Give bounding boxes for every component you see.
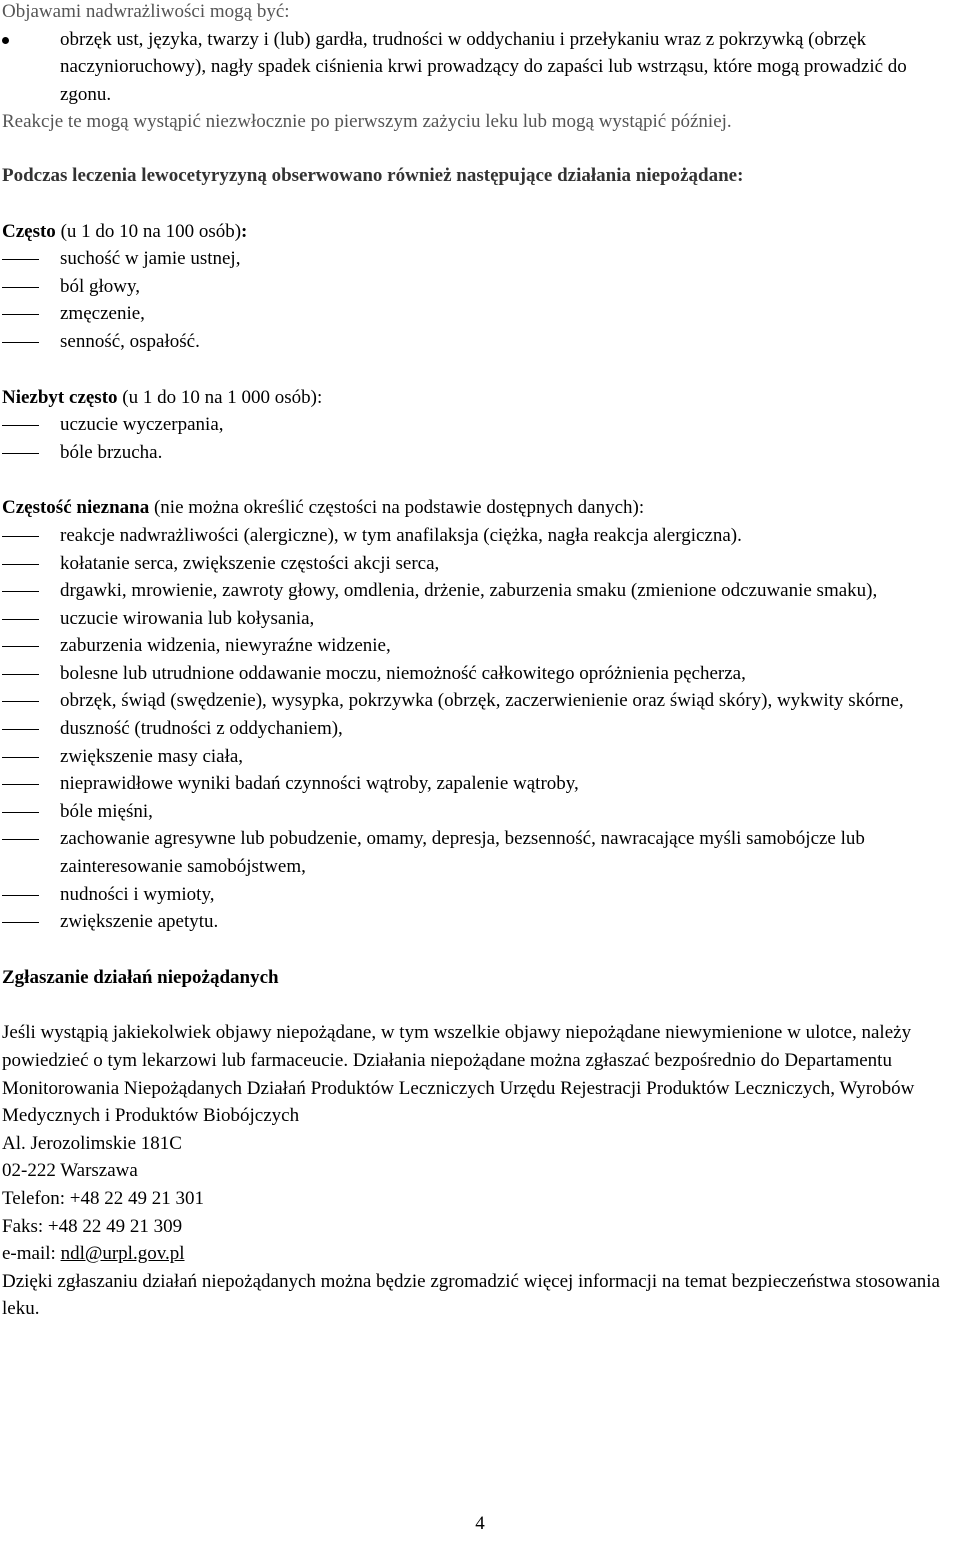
list-item: obrzęk, świąd (swędzenie), wysypka, pokrzywka (obrzęk, zaczerwienienie oraz świąd skóry), wykwity skórne,	[2, 687, 958, 715]
list-item: duszność (trudności z oddychaniem),	[2, 715, 958, 743]
common-list	[2, 245, 958, 355]
list-item: suchość w jamie ustnej,	[2, 245, 958, 273]
list-item: bóle brzucha.	[2, 439, 958, 467]
address-street: Al. Jerozolimskie 181C	[2, 1132, 182, 1154]
reporting-heading: Zgłaszanie działań niepożądanych	[2, 966, 279, 988]
list-item: nudności i wymioty,	[2, 881, 958, 909]
frequency-range: (u 1 do 10 na 1 000 osób):	[117, 386, 323, 408]
intro-heading: Objawami nadwrażliwości mogą być:	[2, 1, 290, 22]
email-link[interactable]: ndl@urpl.gov.pl	[60, 1243, 185, 1265]
list-item: obrzęk ust, języka, twarzy i (lub) gardła, trudności w oddychaniu i przełykaniu wraz z pokrzywką (obrzęk naczynioruchowy), nagły spadek ciśnienia krwi prowadzący do zapaści lub wstrząsu, które mogą prowadzić do zgonu.	[2, 26, 958, 109]
page-number: 4	[475, 1513, 485, 1534]
frequency-range: (u 1 do 10 na 100 osób)	[55, 220, 242, 242]
uncommon-heading	[2, 384, 958, 412]
unknown-list	[2, 522, 958, 936]
reporting-text: Jeśli wystąpią jakiekolwiek objawy niepożądane, w tym wszelkie objawy niepożądane niewymienione w ulotce, należy powiedzieć o tym lekarzowi lub farmaceucie. Działania niepożądane można zgłaszać bezpośrednio do Departamentu Monitorowania Niepożądanych Działań Produktów Leczniczych Urzędu Rejestracji Produktów Leczniczych, Wyrobów Medycznych i Produktów Biobójczych	[2, 1022, 915, 1127]
reactions-note: Reakcje te mogą wystąpić niezwłocznie po pierwszym zażyciu leku lub mogą wystąpić później.	[2, 111, 732, 133]
list-item: kołatanie serca, zwiększenie częstości akcji serca,	[2, 550, 958, 578]
list-item: bóle mięśni,	[2, 798, 958, 826]
list-item: drgawki, mrowienie, zawroty głowy, omdlenia, drżenie, zaburzenia smaku (zmienione odczuwanie smaku),	[2, 577, 958, 605]
list-item: ból głowy,	[2, 273, 958, 301]
hypersensitivity-list	[2, 26, 958, 109]
phone-number: Telefon: +48 22 49 21 301	[2, 1187, 204, 1209]
email-line	[2, 1240, 958, 1268]
frequency-label: Niezbyt często	[2, 386, 118, 408]
list-item: senność, ospałość.	[2, 328, 958, 356]
leaflet-page	[2, 0, 958, 1323]
email-label: e-mail:	[2, 1243, 61, 1265]
list-item: zmęczenie,	[2, 300, 958, 328]
frequency-label: Często	[2, 220, 56, 242]
also-observed-heading: Podczas leczenia lewocetyryzyną obserwowano również następujące działania niepożądane:	[2, 164, 744, 186]
list-item: zachowanie agresywne lub pobudzenie, omamy, depresja, bezsenność, nawracające myśli samobójcze lub zainteresowanie samobójstwem,	[2, 825, 958, 880]
uncommon-list	[2, 411, 958, 466]
list-item: zaburzenia widzenia, niewyraźne widzenie,	[2, 632, 958, 660]
closing-text: Dzięki zgłaszaniu działań niepożądanych można będzie zgromadzić więcej informacji na temat bezpieczeństwa stosowania leku.	[2, 1270, 940, 1320]
list-item: zwiększenie masy ciała,	[2, 743, 958, 771]
frequency-colon: :	[241, 220, 248, 242]
list-item: reakcje nadwrażliwości (alergiczne), w tym anafilaksja (ciężka, nagła reakcja alergiczna).	[2, 522, 958, 550]
address-city: 02-222 Warszawa	[2, 1160, 138, 1182]
list-item: zwiększenie apetytu.	[2, 908, 958, 936]
common-heading	[2, 218, 958, 246]
unknown-heading	[2, 494, 958, 522]
fax-number: Faks: +48 22 49 21 309	[2, 1215, 183, 1237]
list-item: bolesne lub utrudnione oddawanie moczu, niemożność całkowitego opróżnienia pęcherza,	[2, 660, 958, 688]
list-item: uczucie wirowania lub kołysania,	[2, 605, 958, 633]
list-item: nieprawidłowe wyniki badań czynności wątroby, zapalenie wątroby,	[2, 770, 958, 798]
list-item: uczucie wyczerpania,	[2, 411, 958, 439]
frequency-label: Częstość nieznana	[2, 497, 150, 519]
frequency-range: (nie można określić częstości na podstawie dostępnych danych):	[149, 497, 645, 519]
